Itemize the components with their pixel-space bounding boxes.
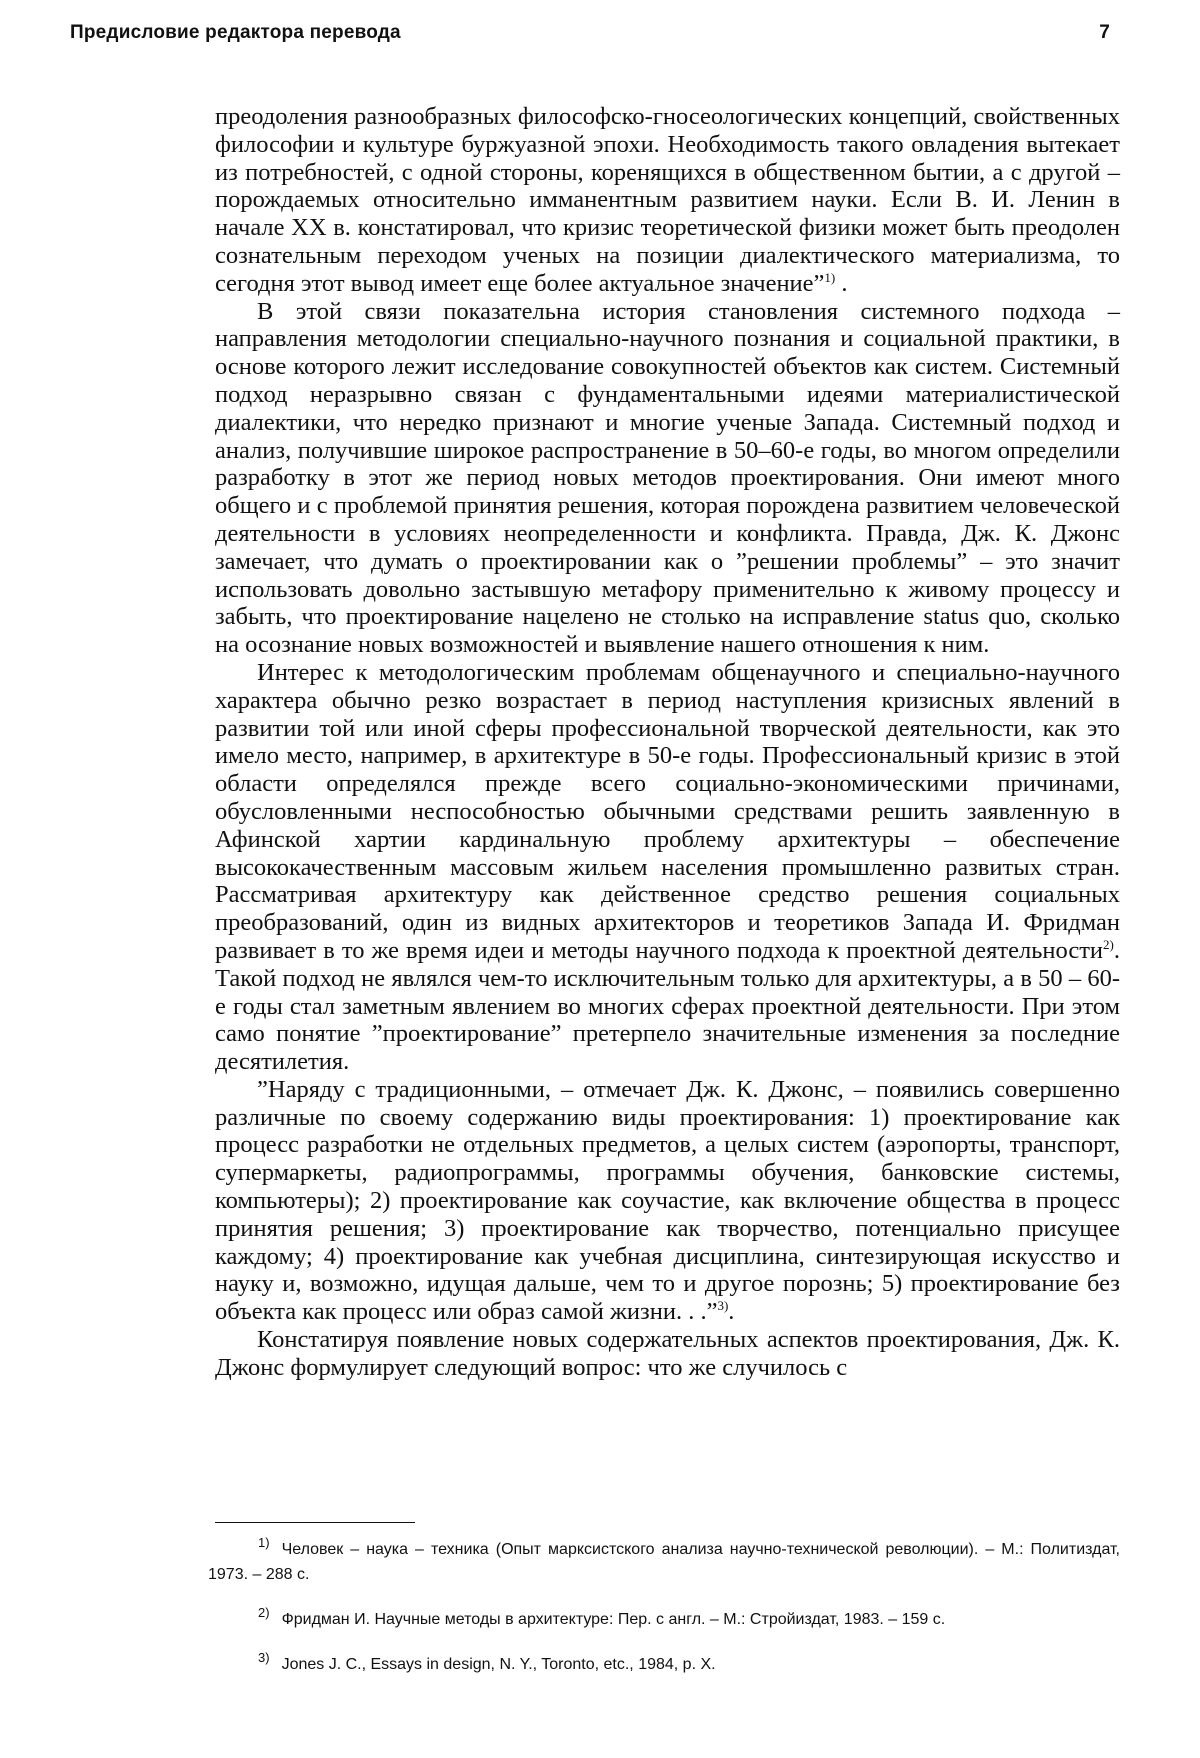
paragraph-text-tail: . Такой подход не являлся чем-то исключительным только для архитектуры, а в 50 – 60-е годы стал заметным явлением во многих сферах проектной деятельности. При этом само понятие ”проектирование” претерпело значительные изменения за последние десятилетия. — [215, 936, 1120, 1076]
main-text — [215, 103, 1120, 1382]
paragraph-text-tail: . — [728, 1298, 735, 1326]
footnote-ref-1: 1) — [824, 269, 836, 285]
footnote-mark: 3) — [258, 1650, 270, 1665]
footnote-mark: 1) — [258, 1535, 270, 1550]
footnote-text: Человек – наука – техника (Опыт марксистского анализа научно-технической революции). – М.: Политиздат, 1973. – 288 с. — [208, 1541, 1120, 1583]
footnote-3 — [208, 1645, 1120, 1677]
paragraph-methodology-interest — [215, 659, 1120, 1076]
page-number: 7 — [1099, 22, 1110, 43]
footnote-text: Фридман И. Научные методы в архитектуре: Пер. с англ. – М.: Стройиздат, 1983. – 159 с. — [281, 1611, 946, 1628]
footnote-1 — [208, 1530, 1120, 1587]
footnote-mark: 2) — [258, 1605, 270, 1620]
paragraph-systems-approach: В этой связи показательна история становления системного подхода – направления методологии специально-научного познания и социальной практики, в основе которого лежит исследование совокупностей объектов как систем. Системный подход неразрывно связан с фундаментальными идеями материалистической диалектики, что нередко признают и многие ученые Запада. Системный подход и анализ, получившие широкое распространение в 50–60-е годы, во многом определили разработку в этот же период новых методов проектирования. Они имеют много общего и с проблемой принятия решения, которая порождена развитием человеческой деятельности в условиях неопределенности и конфликта. Правда, Дж. К. Джонс замечает, что думать о проектировании как о ”решении проблемы” – это значит использовать довольно застывшую метафору применительно к живому процессу и забыть, что проектирование нацелено не столько на исправление status quo, сколько на осознание новых возможностей и выявление нашего отношения к ним. — [215, 297, 1120, 659]
paragraph-final: Констатируя появление новых содержательных аспектов проектирования, Дж. К. Джонс формулирует следующий вопрос: что же случилось с — [215, 1326, 1120, 1381]
paragraph-jones-quote — [215, 1076, 1120, 1326]
footnote-divider — [215, 1522, 415, 1523]
paragraph-text: преодоления разнообразных философско-гносеологических концепций, свойственных философии и культуре буржуазной эпохи. Необходимость такого овладения вытекает из потребностей, с одной стороны, коренящихся в общественном бытии, а с другой – порождаемых относительно имманентным развитием науки. Если В. И. Ленин в начале XX в. констатировал, что кризис теоретической физики может быть преодолен сознательным переходом ученых на позиции диалектического материализма, то сегодня этот вывод имеет еще более актуальное значение” — [215, 103, 1120, 297]
footnote-2 — [208, 1600, 1120, 1632]
running-header — [70, 22, 1110, 44]
footnotes — [208, 1530, 1120, 1690]
footnote-text: Jones J. C., Essays in design, N. Y., Toronto, etc., 1984, p. X. — [281, 1656, 716, 1673]
paragraph-text: ”Наряду с традиционными, – отмечает Дж. К. Джонс, – появились совершенно различные по своему содержанию виды проектирования: 1) проектирование как процесс разработки не отдельных предметов, а целых систем (аэропорты, транспорт, супермаркеты, радиопрограммы, программы обучения, банковские системы, компьютеры); 2) проектирование как соучастие, как включение общества в процесс принятия решения; 3) проектирование как творчество, потенциально присущее каждому; 4) проектирование как учебная дисциплина, синтезирующая искусство и науку и, возможно, идущая дальше, чем то и другое порознь; 5) проектирование без объекта как процесс или образ самой жизни. . .” — [215, 1075, 1120, 1326]
footnote-ref-2: 2) — [1103, 936, 1114, 952]
running-header-title: Предисловие редактора перевода — [70, 22, 401, 43]
paragraph-continuation — [215, 103, 1120, 298]
paragraph-text: Интерес к методологическим проблемам общенаучного и специально-научного характера обычно резко возрастает в период наступления кризисных явлений в развитии той или иной сферы профессиональной творческой деятельности, как это имело место, например, в архитектуре в 50-е годы. Профессиональный кризис в этой области определялся прежде всего социально-экономическими причинами, обусловленными неспособностью обычными средствами решить заявленную в Афинской хартии кардинальную проблему архитектуры – обеспечение высококачественным массовым жильем населения промышленно развитых стран. Рассматривая архитектуру как действенное средство решения социальных преобразований, один из видных архитекторов и теоретиков Запада И. Фридман развивает в то же время идеи и методы научного подхода к проектной деятельности — [215, 658, 1120, 964]
paragraph-text-tail: . — [835, 269, 848, 297]
footnote-ref-3: 3) — [717, 1298, 729, 1314]
